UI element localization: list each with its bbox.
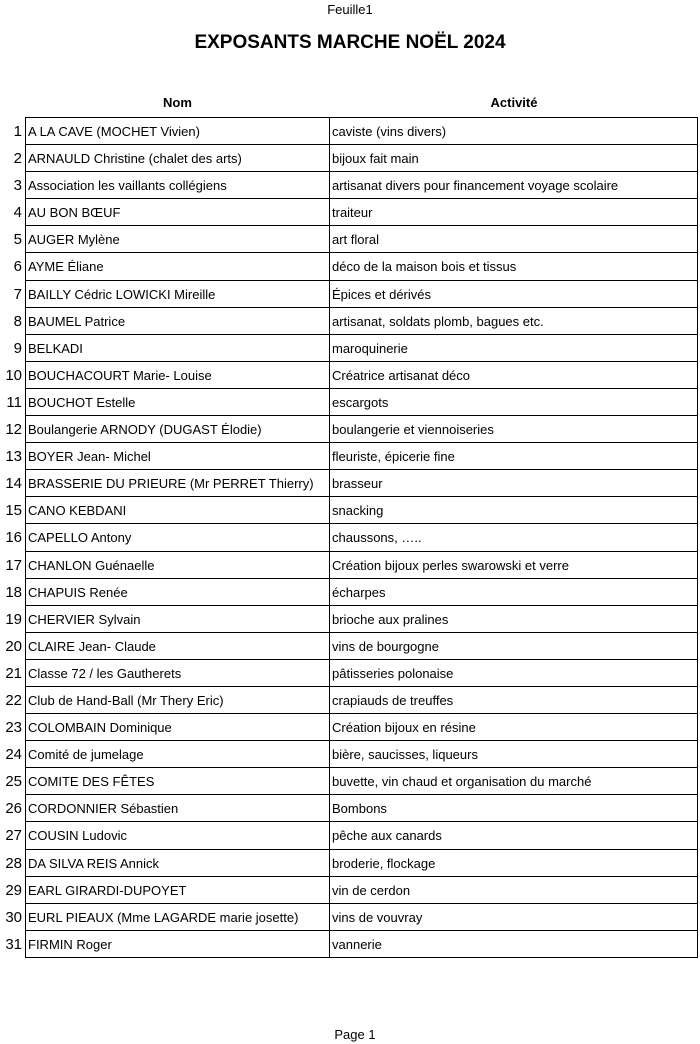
- table-row: [5, 795, 698, 822]
- table-row: [5, 687, 698, 714]
- cell-activite: pâtisseries polonaise: [330, 660, 698, 686]
- table-row: [13, 253, 698, 280]
- row-number: 22: [5, 691, 22, 709]
- table-row: [13, 281, 698, 308]
- cell-nom: CAPELLO Antony: [25, 524, 330, 550]
- table-row: [5, 633, 698, 660]
- table-row: [13, 226, 698, 253]
- row-number: 20: [5, 637, 22, 655]
- table-row: [13, 335, 698, 362]
- cell-nom: COLOMBAIN Dominique: [25, 714, 330, 740]
- cell-activite: vins de bourgogne: [330, 633, 698, 659]
- cell-activite: boulangerie et viennoiseries: [330, 416, 698, 442]
- cell-activite: escargots: [330, 389, 698, 415]
- cell-activite: Bombons: [330, 795, 698, 821]
- row-number: 2: [13, 150, 22, 168]
- cell-nom: CHANLON Guénaelle: [25, 552, 330, 578]
- cell-nom: AUGER Mylène: [25, 226, 330, 252]
- cell-nom: Classe 72 / les Gautherets: [25, 660, 330, 686]
- cell-nom: EARL GIRARDI-DUPOYET: [25, 877, 330, 903]
- cell-activite: caviste (vins divers): [330, 118, 698, 144]
- cell-activite: fleuriste, épicerie fine: [330, 443, 698, 469]
- cell-nom: BOYER Jean- Michel: [25, 443, 330, 469]
- row-number: 19: [5, 610, 22, 628]
- table-row: [13, 172, 698, 199]
- cell-nom: BAUMEL Patrice: [25, 308, 330, 334]
- row-number: 31: [5, 935, 22, 953]
- table-row: [13, 145, 698, 172]
- sheet-name: Feuille1: [327, 2, 373, 17]
- cell-activite: buvette, vin chaud et organisation du marché: [330, 768, 698, 794]
- cell-nom: ARNAULD Christine (chalet des arts): [25, 145, 330, 171]
- row-number: 11: [6, 393, 22, 411]
- row-number: 18: [5, 583, 22, 601]
- row-number: 17: [5, 556, 22, 574]
- cell-nom: CORDONNIER Sébastien: [25, 795, 330, 821]
- cell-activite: Créatrice artisanat déco: [330, 362, 698, 388]
- table-row: [5, 877, 698, 904]
- table-row: [5, 552, 698, 579]
- row-number: 25: [5, 773, 22, 791]
- row-number: 27: [5, 827, 22, 845]
- row-number: 8: [13, 312, 22, 330]
- cell-nom: COMITE DES FÊTES: [25, 768, 330, 794]
- row-number: 21: [5, 664, 22, 682]
- page-title: EXPOSANTS MARCHE NOËL 2024: [194, 32, 506, 53]
- cell-activite: maroquinerie: [330, 335, 698, 361]
- table-row: [5, 524, 698, 551]
- table-row: [13, 199, 698, 226]
- table-row: [5, 579, 698, 606]
- column-header-nom: Nom: [163, 95, 192, 110]
- table-row: [5, 470, 698, 497]
- row-number: 23: [5, 719, 22, 737]
- cell-activite: crapiauds de treuffes: [330, 687, 698, 713]
- table-row: [5, 714, 698, 741]
- cell-nom: CHAPUIS Renée: [25, 579, 330, 605]
- column-header-activite: Activité: [490, 95, 538, 110]
- row-number: 15: [5, 502, 22, 520]
- cell-nom: Comité de jumelage: [25, 741, 330, 767]
- cell-activite: art floral: [330, 226, 698, 252]
- page-number: Page 1: [334, 1027, 376, 1042]
- cell-activite: vannerie: [330, 931, 698, 957]
- row-number: 6: [13, 258, 22, 276]
- cell-activite: Épices et dérivés: [330, 281, 698, 307]
- cell-activite: brasseur: [330, 470, 698, 496]
- row-number: 7: [13, 285, 22, 303]
- table-row: [5, 822, 698, 849]
- cell-nom: FIRMIN Roger: [25, 931, 330, 957]
- cell-nom: BAILLY Cédric LOWICKI Mireille: [25, 281, 330, 307]
- cell-activite: chaussons, …..: [330, 524, 698, 550]
- table-body: [5, 117, 698, 958]
- cell-activite: brioche aux pralines: [330, 606, 698, 632]
- cell-nom: CANO KEBDANI: [25, 497, 330, 523]
- cell-activite: déco de la maison bois et tissus: [330, 253, 698, 279]
- row-number: 9: [13, 339, 22, 357]
- row-number: 3: [13, 177, 22, 195]
- cell-activite: traiteur: [330, 199, 698, 225]
- row-number: 5: [13, 231, 22, 249]
- cell-nom: CHERVIER Sylvain: [25, 606, 330, 632]
- cell-activite: snacking: [330, 497, 698, 523]
- cell-activite: bière, saucisses, liqueurs: [330, 741, 698, 767]
- cell-nom: AYME Éliane: [25, 253, 330, 279]
- table-row: [5, 606, 698, 633]
- table-row: [5, 443, 698, 470]
- row-number: 16: [5, 529, 22, 547]
- table-row: [5, 497, 698, 524]
- cell-activite: pêche aux canards: [330, 822, 698, 848]
- row-number: 28: [5, 854, 22, 872]
- table-row: [5, 741, 698, 768]
- cell-nom: BOUCHACOURT Marie- Louise: [25, 362, 330, 388]
- cell-activite: bijoux fait main: [330, 145, 698, 171]
- cell-nom: BELKADI: [25, 335, 330, 361]
- row-number: 10: [5, 366, 22, 384]
- cell-nom: BRASSERIE DU PRIEURE (Mr PERRET Thierry): [25, 470, 330, 496]
- table-row: [5, 362, 698, 389]
- cell-activite: broderie, flockage: [330, 850, 698, 876]
- table-row: [6, 389, 698, 416]
- cell-nom: A LA CAVE (MOCHET Vivien): [25, 118, 330, 144]
- cell-activite: écharpes: [330, 579, 698, 605]
- cell-activite: Création bijoux en résine: [330, 714, 698, 740]
- row-number: 29: [5, 881, 22, 899]
- cell-activite: artisanat divers pour financement voyage scolaire: [330, 172, 698, 198]
- cell-activite: vin de cerdon: [330, 877, 698, 903]
- cell-activite: Création bijoux perles swarowski et verre: [330, 552, 698, 578]
- cell-nom: EURL PIEAUX (Mme LAGARDE marie josette): [25, 904, 330, 930]
- cell-nom: Boulangerie ARNODY (DUGAST Élodie): [25, 416, 330, 442]
- row-number: 4: [13, 204, 22, 222]
- row-number: 14: [5, 475, 22, 493]
- cell-nom: BOUCHOT Estelle: [25, 389, 330, 415]
- cell-nom: Club de Hand-Ball (Mr Thery Eric): [25, 687, 330, 713]
- cell-activite: vins de vouvray: [330, 904, 698, 930]
- table-row: [5, 660, 698, 687]
- table-row: [5, 904, 698, 931]
- row-number: 13: [5, 448, 22, 466]
- table-row: [5, 768, 698, 795]
- row-number: 1: [13, 123, 22, 140]
- row-number: 12: [5, 421, 22, 439]
- table-row: [5, 850, 698, 877]
- cell-nom: AU BON BŒUF: [25, 199, 330, 225]
- row-number: 24: [5, 746, 22, 764]
- cell-nom: COUSIN Ludovic: [25, 822, 330, 848]
- table-row: [5, 416, 698, 443]
- cell-activite: artisanat, soldats plomb, bagues etc.: [330, 308, 698, 334]
- table-row: [5, 931, 698, 958]
- row-number: 26: [5, 800, 22, 818]
- cell-nom: DA SILVA REIS Annick: [25, 850, 330, 876]
- cell-nom: Association les vaillants collégiens: [25, 172, 330, 198]
- cell-nom: CLAIRE Jean- Claude: [25, 633, 330, 659]
- table-row: [13, 118, 698, 145]
- table-row: [13, 308, 698, 335]
- row-number: 30: [5, 908, 22, 926]
